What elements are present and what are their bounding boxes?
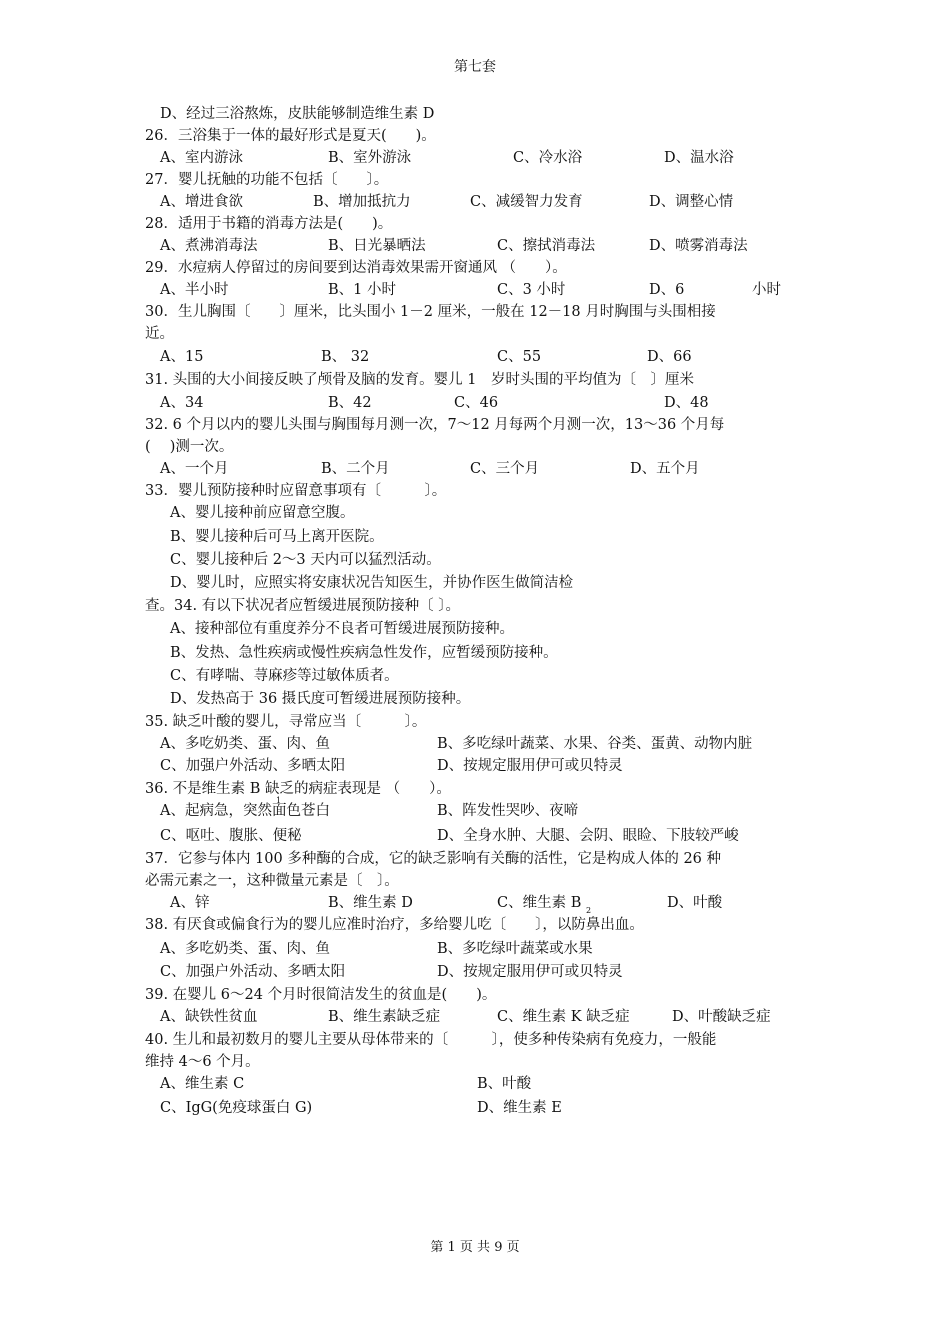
option-text: B、叶酸 xyxy=(477,1076,532,1092)
text-line: A、锌 xyxy=(170,895,210,911)
text-line: 33．婴儿预防接种时应留意事项有〔 〕。 xyxy=(145,483,447,499)
option-text: B、室外游泳 xyxy=(328,150,412,166)
text-line: 29．水痘病人停留过的房间要到达消毒效果需开窗通风 （ ）。 xyxy=(145,260,567,276)
option-text: C、46 xyxy=(454,395,499,411)
option-text: D、叶酸缺乏症 xyxy=(672,1009,771,1025)
option-text: C、3 小时 xyxy=(497,282,566,298)
option-text: B、二个月 xyxy=(321,461,390,477)
option-text: D、五个月 xyxy=(630,461,700,477)
text-line: 39. 在婴儿 6～24 个月时很简洁发生的贫血是( )。 xyxy=(145,987,497,1003)
text-line: 31. 头围的大小间接反映了颅骨及脑的发育。婴儿 1 岁时头围的平均值为〔 〕厘米 xyxy=(145,372,695,388)
text-line: 必需元素之一，这种微量元素是〔 〕。 xyxy=(145,873,399,889)
option-text: B、1 小时 xyxy=(328,282,396,298)
text-line: C、婴儿接种后 2～3 天内可以猛烈活动。 xyxy=(170,552,441,568)
page-header: 第七套 xyxy=(454,59,496,75)
option-text: B、多吃绿叶蔬菜、水果、谷类、蛋黄、动物内脏 xyxy=(437,736,753,752)
option-text: C、维生素 K 缺乏症 xyxy=(497,1009,630,1025)
subscript-mark: 2 xyxy=(586,906,592,915)
option-text: B、42 xyxy=(328,395,372,411)
subscript-mark: 1 xyxy=(276,796,282,805)
text-line: 28．适用于书籍的消毒方法是( )。 xyxy=(145,216,393,232)
option-text: C、擦拭消毒法 xyxy=(497,238,596,254)
text-line: 27．婴儿抚触的功能不包括〔 〕。 xyxy=(145,172,389,188)
option-text: B、增加抵抗力 xyxy=(313,194,411,210)
text-line: A、一个月 xyxy=(160,461,229,477)
option-text: D、全身水肿、大腿、会阴、眼睑、下肢较严峻 xyxy=(437,828,739,844)
text-line: D、发热高于 36 摄氏度可暂缓进展预防接种。 xyxy=(170,691,471,707)
text-line: 32. 6 个月以内的婴儿头围与胸围每月测一次，7～12 月每两个月测一次，13～36 个月每 xyxy=(145,417,725,433)
option-text: B、维生素缺乏症 xyxy=(328,1009,441,1025)
option-text: C、维生素 B xyxy=(497,895,582,911)
text-line: D、经过三浴熬炼，皮肤能够制造维生素 D xyxy=(160,106,435,122)
option-text: B、维生素 D xyxy=(328,895,413,911)
option-text: B、阵发性哭吵、夜啼 xyxy=(437,803,579,819)
text-line: C、呕吐、腹胀、便秘 xyxy=(160,828,302,844)
text-line: A、增进食欲 xyxy=(160,194,243,210)
text-line: B、发热、急性疾病或慢性疾病急性发作，应暂缓预防接种。 xyxy=(170,645,558,661)
page-footer: 第 1 页 共 9 页 xyxy=(430,1240,520,1255)
option-text: C、55 xyxy=(497,349,542,365)
text-line: 38. 有厌食或偏食行为的婴儿应准时治疗，多给婴儿吃〔 〕，以防鼻出血。 xyxy=(145,917,644,933)
option-text: D、66 xyxy=(647,349,692,365)
option-text: C、冷水浴 xyxy=(513,150,583,166)
text-line: A、起病急，突然面色苍白 xyxy=(160,803,330,819)
text-line: 26．三浴集于一体的最好形式是夏天( )。 xyxy=(145,128,436,144)
option-text: D、48 xyxy=(664,395,709,411)
text-line: 近。 xyxy=(145,326,174,342)
text-line: A、多吃奶类、蛋、肉、鱼 xyxy=(160,736,330,752)
option-text: C、减缓智力发育 xyxy=(470,194,583,210)
option-text: D、叶酸 xyxy=(667,895,723,911)
text-line: 35. 缺乏叶酸的婴儿，寻常应当〔 〕。 xyxy=(145,714,427,730)
text-line: A、煮沸消毒法 xyxy=(160,238,258,254)
text-line: C、有哮喘、荨麻疹等过敏体质者。 xyxy=(170,668,399,684)
text-line: A、室内游泳 xyxy=(160,150,243,166)
text-line: 查。34. 有以下状况者应暂缓进展预防接种〔 〕。 xyxy=(145,598,461,614)
option-text: D、6 xyxy=(649,282,685,298)
option-text: D、维生素 E xyxy=(477,1100,562,1116)
option-text: C、三个月 xyxy=(470,461,540,477)
text-line: A、多吃奶类、蛋、肉、鱼 xyxy=(160,941,330,957)
option-text: D、按规定服用伊可或贝特灵 xyxy=(437,758,623,774)
text-line: A、婴儿接种前应留意空腹。 xyxy=(170,505,355,521)
text-line: A、维生素 C xyxy=(160,1076,245,1092)
option-text: D、温水浴 xyxy=(664,150,734,166)
option-text: D、按规定服用伊可或贝特灵 xyxy=(437,964,623,980)
text-line: A、15 xyxy=(160,349,204,365)
text-line: A、接种部位有重度养分不良者可暂缓进展预防接种。 xyxy=(170,621,514,637)
text-line: C、加强户外活动、多晒太阳 xyxy=(160,758,346,774)
option-text: 小时 xyxy=(752,282,781,298)
text-line: B、婴儿接种后可马上离开医院。 xyxy=(170,529,384,545)
option-text: B、多吃绿叶蔬菜或水果 xyxy=(437,941,593,957)
option-text: B、 32 xyxy=(321,349,370,365)
text-line: A、34 xyxy=(160,395,204,411)
text-line: C、IgG(免疫球蛋白 G) xyxy=(160,1100,313,1116)
option-text: B、日光暴晒法 xyxy=(328,238,426,254)
text-line: 37．它参与体内 100 多种酶的合成，它的缺乏影响有关酶的活性，它是构成人体的 26 种 xyxy=(145,851,722,867)
text-line: 36. 不是维生素 B 缺乏的病症表现是 （ ）。 xyxy=(145,781,451,797)
text-line: A、缺铁性贫血 xyxy=(160,1009,258,1025)
text-line: 维持 4～6 个月。 xyxy=(145,1054,260,1070)
option-text: D、调整心情 xyxy=(649,194,734,210)
text-line: D、婴儿时，应照实将安康状况告知医生，并协作医生做简洁检 xyxy=(170,575,574,591)
text-line: C、加强户外活动、多晒太阳 xyxy=(160,964,346,980)
option-text: D、喷雾消毒法 xyxy=(649,238,748,254)
text-line: ( )测一次。 xyxy=(145,439,234,455)
text-line: 30．生儿胸围〔 〕厘米，比头围小 1－2 厘米，一般在 12－18 月时胸围与头围相接 xyxy=(145,304,716,320)
text-line: A、半小时 xyxy=(160,282,229,298)
text-line: 40. 生儿和最初数月的婴儿主要从母体带来的〔 〕，使多种传染病有免疫力，一般能 xyxy=(145,1032,717,1048)
